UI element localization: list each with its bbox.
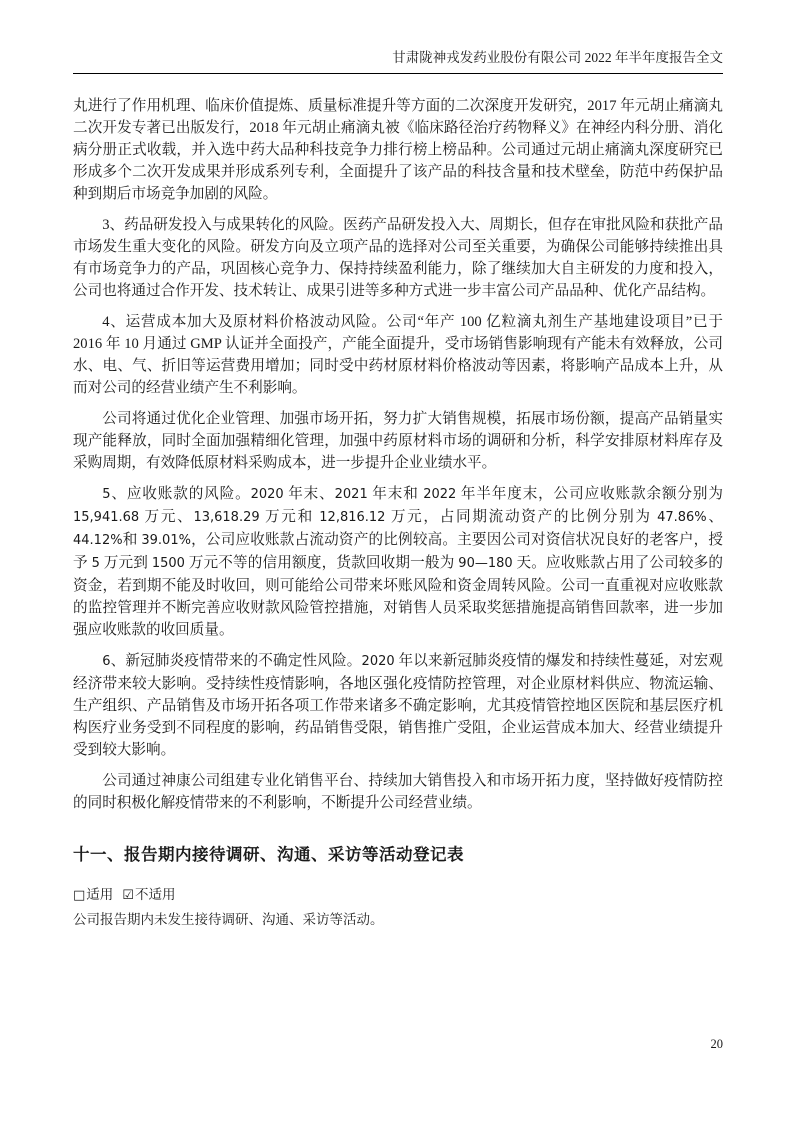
applicability-row [73,885,723,906]
checkbox-option-label: 不适用 [134,887,176,902]
section-heading: 十一、报告期内接待调研、沟通、采访等活动登记表 [73,845,464,864]
page-header [73,0,723,74]
checkbox-option-applicable [73,887,113,902]
section-note: 公司报告期内未发生接待调研、沟通、采访等活动。 [73,912,384,927]
checkbox-checked-icon: ☑ [122,888,134,903]
paragraph-risk-6: 6、新冠肺炎疫情带来的不确定性风险。2020 年以来新冠肺炎疫情的爆发和持续性蔓延，对宏观经济带来较大影响。受持续性疫情影响，各地区强化疫情防控管理，对企业原材料供应、物流运输、生产组织、产品销售及市场开拓各项工作带来诸多不确定影响，尤其疫情管控地区医院和基层医疗机构医疗业务受到不同程度的影响，药品销售受限，销售推广受阻，企业运营成本加大、经营业绩提升受到较大影响。 [73,653,723,758]
paragraph-risk-4-measures: 公司将通过优化企业管理、加强市场开拓，努力扩大销售规模，拓展市场份额，提高产品销量实现产能释放，同时全面加强精细化管理，加强中药原材料市场的调研和分析，科学安排原材料库存及采购周期，有效降低原材料采购成本，进一步提升企业业绩水平。 [73,411,723,471]
paragraph-risk-3: 3、药品研发投入与成果转化的风险。医药产品研发投入大、周期长，但存在审批风险和获批产品市场发生重大变化的风险。研发方向及立项产品的选择对公司至关重要，为确保公司能够持续推出具有市场竞争力的产品，巩固核心竞争力、保持持续盈利能力，除了继续加大自主研发的力度和投入，公司也将通过合作开发、技术转让、成果引进等多种方式进一步丰富公司产品品种、优化产品结构。 [73,217,723,299]
page-number: 20 [710,1037,723,1051]
paragraph-risk-4: 4、运营成本加大及原材料价格波动风险。公司“年产 100 亿粒滴丸剂生产基地建设项目”已于 2016 年 10 月通过 GMP 认证并全面投产，产能全面提升，受市场销售影响现有产能未有效释放，公司水、电、气、折旧等运营费用增加；同时受中药材原材料价格波动等因素，将影响产品成本上升，从而对公司的经营业绩产生不利影响。 [73,314,723,396]
checkbox-unchecked-icon: □ [73,888,86,903]
paragraph-continuation: 丸进行了作用机理、临床价值提炼、质量标准提升等方面的二次深度开发研究，2017 年元胡止痛滴丸二次开发专著已出版发行，2018 年元胡止痛滴丸被《临床路径治疗药物释义》在神经内科分册、消化病分册正式收载，并入选中药大品种科技竞争力排行榜上榜品种。公司通过元胡止痛滴丸深度研究已形成多个二次开发成果并形成系列专利，全面提升了该产品的科技含量和技术壁垒，防范中药保护品种到期后市场竞争加剧的风险。 [73,98,723,202]
checkbox-option-label: 适用 [86,887,114,902]
page-content [73,74,723,931]
header-title: 甘肃陇神戎发药业股份有限公司 2022 年半年度报告全文 [392,50,723,65]
paragraph-risk-6-measures: 公司通过神康公司组建专业化销售平台、持续加大销售投入和市场开拓力度，坚持做好疫情防控的同时积极化解疫情带来的不利影响，不断提升公司经营业绩。 [73,773,723,811]
paragraph-risk-5: 5、应收账款的风险。2020 年末、2021 年末和 2022 年半年度末，公司应收账款余额分别为 15,941.68 万元、13,618.29 万元和 12,816.12 万元，占同期流动资产的比例分别为 47.86%、44.12%和 39.01%，公司应收账款占流动资产的比例较高。主要因公司对资信状况良好的老客户，授予 5 万元到 1500 万元不等的信用额度，货款回收期一般为 90—180 天。应收账款占用了公司较多的资金，若到期不能及时收回，则可能给公司带来坏账风险和资金周转风险。公司一直重视对应收账款的监控管理并不断完善应收财款风险管控措施，对销售人员采取奖惩措施提高销售回款率，进一步加强应收账款的收回质量。 [73,486,723,638]
checkbox-option-not-applicable [122,887,175,902]
